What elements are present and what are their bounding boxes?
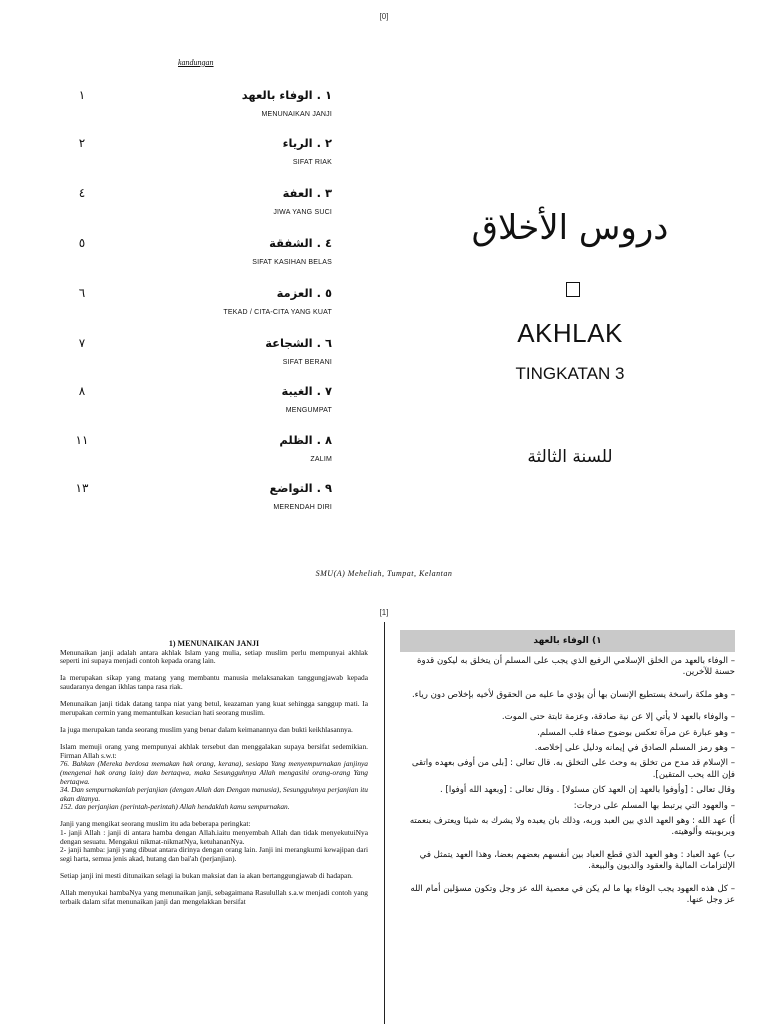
toc-entry[interactable] bbox=[70, 286, 332, 326]
list-item: 2- janji hamba: janji yang dibuat antara dirinya dengan orang lain. Janji ini merangkumi kewajipan dari segi harta, semua jenis akad, hutang dan bai'ah (perjanjian). bbox=[60, 845, 368, 863]
toc-title: ٨ . الظلم bbox=[279, 433, 332, 447]
toc-page: ٧ bbox=[78, 336, 86, 350]
quran-verse: 76. Bahkan (Mereka berdosa memakan hak orang, kerana), sesiapa Yang menyempurnakan janjinya (mengenai hak orang lain) dan bertaqwa, maka Sesungguhnya Allah mengasihi orang-orang Yang bertaqwa. bbox=[60, 759, 368, 786]
paragraph: Ia juga merupakan tanda seorang muslim yang benar dalam keimanannya dan bukti keikhlasannya. bbox=[60, 724, 353, 734]
paragraph: – وهو عبارة عن مرآة تعكس بوضوح صفاء قلب المسلم. bbox=[537, 727, 735, 738]
quran-verse: 152. dan perjanjian (perintah-perintah) Allah hendaklah kamu sempurnakan. bbox=[60, 802, 290, 812]
covenant-list bbox=[60, 820, 368, 863]
toc-title: ٦ . الشجاعة bbox=[265, 336, 332, 350]
page-footer: SMU(A) Meheliah, Tumpat, Kelantan bbox=[315, 569, 453, 578]
section-heading: 1) MENUNAIKAN JANJI bbox=[168, 639, 260, 648]
cover-arabic-title: دروس الأخلاق bbox=[471, 208, 669, 248]
section-heading: ١) الوفاء بالعهد bbox=[400, 630, 735, 652]
toc-subtitle: MERENDAH DIRI bbox=[273, 504, 332, 511]
paragraph: Ia merupakan sikap yang matang yang membantu manusia melaksanakan tanggungjawab kepada saudaranya dengan ikhlas tanpa rasa riak. bbox=[60, 673, 368, 691]
toc-subtitle: SIFAT BERANI bbox=[282, 359, 332, 366]
arabic-column bbox=[400, 630, 735, 918]
quran-verse: 34. Dan sempurnakanlah perjanjian (dengan Allah dan Dengan manusia), Sesungguhnya perjanjian itu akan ditanya. bbox=[60, 785, 368, 803]
paragraph: – وهو ملكة راسخة يستطيع الإنسان بها أن يؤدي ما عليه من الحقوق لأخيه بإخلاص دون رياء. bbox=[411, 689, 735, 700]
toc-page: ٤ bbox=[78, 186, 86, 200]
toc-entry[interactable] bbox=[70, 88, 332, 128]
paragraph: – الإسلام قد مدح من تخلق به وحث على التخلق به. قال تعالى : [بلى من أوفى بعهده واتقى فإن الله يحب المتقين]. bbox=[411, 758, 735, 780]
paragraph: Menunaikan janji tidak datang tanpa niat yang betul, keazaman yang kuat sehingga sanggup mati. Ia merupakan cermin yang memantulkan kesucian hati seorang muslim. bbox=[60, 699, 368, 717]
paragraph: – والوفاء بالعهد لا يأتي إلا عن نية صادقة، وعزمة ثابتة حتى الموت. bbox=[501, 712, 735, 723]
cover-english-title: AKHLAK bbox=[517, 318, 623, 348]
toc-entry[interactable] bbox=[70, 186, 332, 226]
toc-entry[interactable] bbox=[70, 136, 332, 176]
toc-subtitle: JIWA YANG SUCI bbox=[273, 209, 332, 216]
toc-subtitle: SIFAT RIAK bbox=[292, 159, 332, 166]
toc-page: ٥ bbox=[78, 236, 86, 250]
toc-page: ١١ bbox=[75, 433, 89, 447]
toc-page: ٦ bbox=[78, 286, 86, 300]
cover-level: TINGKATAN 3 bbox=[515, 364, 625, 383]
paragraph: – كل هذه العهود يجب الوفاء بها ما لم يكن في معصية الله عز وجل وتكون مسؤلين أمام الله عز وجل عنها. bbox=[410, 883, 735, 906]
column-divider bbox=[384, 622, 385, 1024]
cover-arabic-subtitle: للسنة الثالثة bbox=[527, 447, 613, 467]
toc-entry[interactable] bbox=[70, 384, 332, 424]
paragraph: Allah menyukai hambaNya yang menunaikan janji, sebagaimana Rasulullah s.a.w menjadi contoh yang terbaik dalam sifat menunaikan janji dan mengelakkan bersifat bbox=[60, 888, 368, 906]
paragraph: Janji yang mengikat seorang muslim itu ada beberapa peringkat: bbox=[60, 819, 251, 829]
toc-subtitle: MENGUMPAT bbox=[285, 407, 332, 414]
paragraph: Islam memuji orang yang mempunyai akhlak tersebut dan menggalakan supaya bersifat sedemikian. Firman Allah s.w.t: bbox=[60, 742, 368, 760]
toc-title: ٧ . الغيبة bbox=[281, 384, 332, 398]
page-number: [0] bbox=[379, 12, 389, 21]
paragraph: ب) عهد العباد : وهو العهد الذي قطع العباد بين أنفسهم بعضهم بعضا، وهذا العهد يتمثل في الإلتزامات المالية والعقود والديون والبيعة. bbox=[419, 849, 735, 872]
toc-entry[interactable] bbox=[70, 336, 332, 376]
toc-subtitle: MENUNAIKAN JANJI bbox=[261, 111, 332, 118]
toc-title: ١ . الوفاء بالعهد bbox=[241, 88, 332, 102]
toc-subtitle: ZALIM bbox=[310, 456, 332, 463]
toc-subtitle: TEKAD / CITA-CITA YANG KUAT bbox=[223, 309, 332, 316]
toc-title: ٩ . التواضع bbox=[269, 481, 332, 495]
page-number: [1] bbox=[379, 608, 389, 617]
toc-entry[interactable] bbox=[70, 236, 332, 276]
toc-subtitle: SIFAT KASIHAN BELAS bbox=[252, 259, 332, 266]
toc-page: ١ bbox=[78, 88, 86, 102]
paragraph: – وهو رمز المسلم الصادق في إيمانه ودليل على إخلاصه. bbox=[534, 743, 735, 754]
paragraph: – والعهود التي يرتبط بها المسلم على درجات: bbox=[573, 800, 735, 811]
paragraph: أ) عهد الله : وهو العهد الذي بين العبد وربه، وذلك بان يعبده ولا يشرك به شيئا ويعترف بنعمته وبربوبيته وألوهيته. bbox=[409, 816, 735, 838]
toc-title: ٥ . العزمة bbox=[276, 286, 332, 300]
toc-title: ٤ . الشفقة bbox=[269, 236, 332, 250]
toc-page: ٢ bbox=[78, 136, 86, 150]
paragraph: وقال تعالى : [وأوفوا بالعهد إن العهد كان مسئولا] . وقال تعالى : [وبعهد الله أوفوا] . bbox=[440, 785, 735, 796]
toc-entry[interactable] bbox=[70, 433, 332, 473]
quran-block bbox=[60, 743, 368, 812]
contents-heading: kandungan bbox=[178, 58, 214, 67]
list-item: 1- janji Allah : janji di antara hamba dengan Allah.iaitu menyembah Allah dan tidak menyekutuiNya dengan sesuatu. Mengakui nikmat-nikmatNya, ketuhananNya. bbox=[60, 828, 368, 846]
malay-column bbox=[60, 640, 368, 915]
paragraph: Setiap janji ini mesti ditunaikan selagi ia bukan maksiat dan ia akan bertanggungjawab di hadapan. bbox=[60, 871, 353, 881]
toc-page: ٨ bbox=[78, 384, 86, 398]
toc-title: ٣ . العفة bbox=[282, 186, 332, 200]
toc-entry[interactable] bbox=[70, 481, 332, 521]
paragraph: – الوفاء بالعهد من الخلق الإسلامي الرفيع الذي يجب على المسلم أن يتخلق به ليكون قدوة حسنة للآخرين. bbox=[416, 656, 735, 678]
toc-page: ١٣ bbox=[75, 481, 89, 495]
paragraph: Menunaikan janji adalah antara akhlak Islam yang mulia, setiap muslim perlu mempunyai akhlak seperti ini supaya menjadi contoh kepada orang lain. bbox=[60, 647, 368, 666]
checkbox-glyph bbox=[566, 282, 580, 297]
toc-title: ٢ . الرياء bbox=[282, 136, 332, 150]
